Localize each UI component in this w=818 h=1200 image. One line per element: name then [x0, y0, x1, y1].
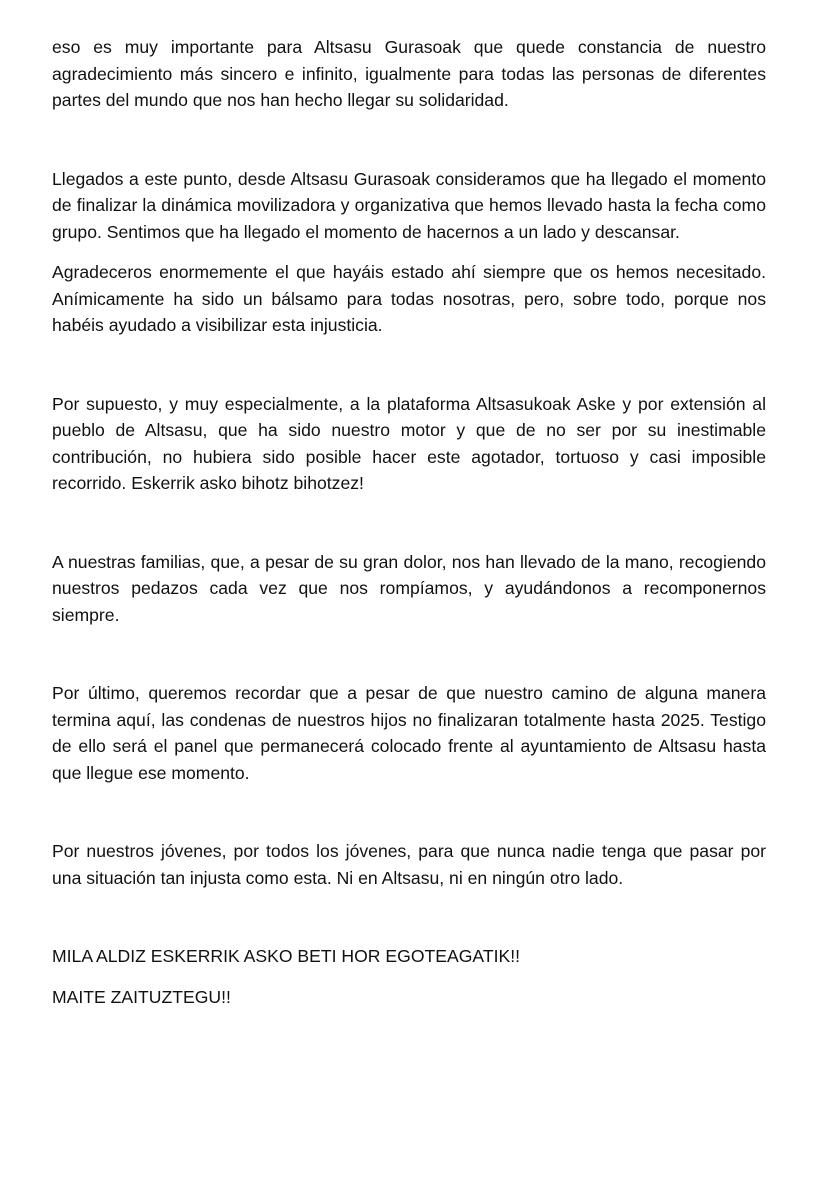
document-page	[52, 34, 766, 1010]
paragraph-youth: Por nuestros jóvenes, por todos los jóvenes, para que nunca nadie tenga que pasar por una situación tan injusta como esta. Ni en Altsasu, ni en ningún otro lado.	[52, 841, 766, 888]
paragraph-sentences: Por último, queremos recordar que a pesar de que nuestro camino de alguna manera termina aquí, las condenas de nuestros hijos no finalizaran totalmente hasta 2025. Testigo de ello será el panel que permanecerá colocado frente al ayuntamiento de Altsasu hasta que llegue ese momento.	[52, 683, 766, 783]
paragraph-solidarity: eso es muy importante para Altsasu Gurasoak que quede constancia de nuestro agradecimiento más sincero e infinito, igualmente para todas las personas de diferentes partes del mundo que nos han hecho llegar su solidaridad.	[52, 37, 766, 110]
paragraph-thanks: Agradeceros enormemente el que hayáis estado ahí siempre que os hemos necesitado. Anímicamente ha sido un bálsamo para todas nosotras, pero, sobre todo, porque nos habéis ayudado a visibilizar esta injusticia.	[52, 262, 766, 335]
paragraph-platform: Por supuesto, y muy especialmente, a la plataforma Altsasukoak Aske y por extensión al pueblo de Altsasu, que ha sido nuestro motor y que de no ser por su inestimable contribución, no hubiera sido posible hacer este agotador, tortuoso y casi imposible recorrido. Eskerrik asko bihotz bihotzez!	[52, 393, 766, 493]
closing-line-love: MAITE ZAITUZTEGU!!	[52, 986, 231, 1007]
closing-line-thanks: MILA ALDIZ ESKERRIK ASKO BETI HOR EGOTEAGATIK!!	[52, 946, 520, 966]
paragraph-end-of-mobilization: Llegados a este punto, desde Altsasu Gurasoak consideramos que ha llegado el momento de finalizar la dinámica movilizadora y organizativa que hemos llevado hasta la fecha como grupo. Sentimos que ha llegado el momento de hacernos a un lado y descansar.	[52, 168, 766, 242]
paragraph-families: A nuestras familias, que, a pesar de su gran dolor, nos han llevado de la mano, recogiendo nuestros pedazos cada vez que nos rompíamos, y ayudándonos a recomponernos siempre.	[52, 551, 766, 625]
